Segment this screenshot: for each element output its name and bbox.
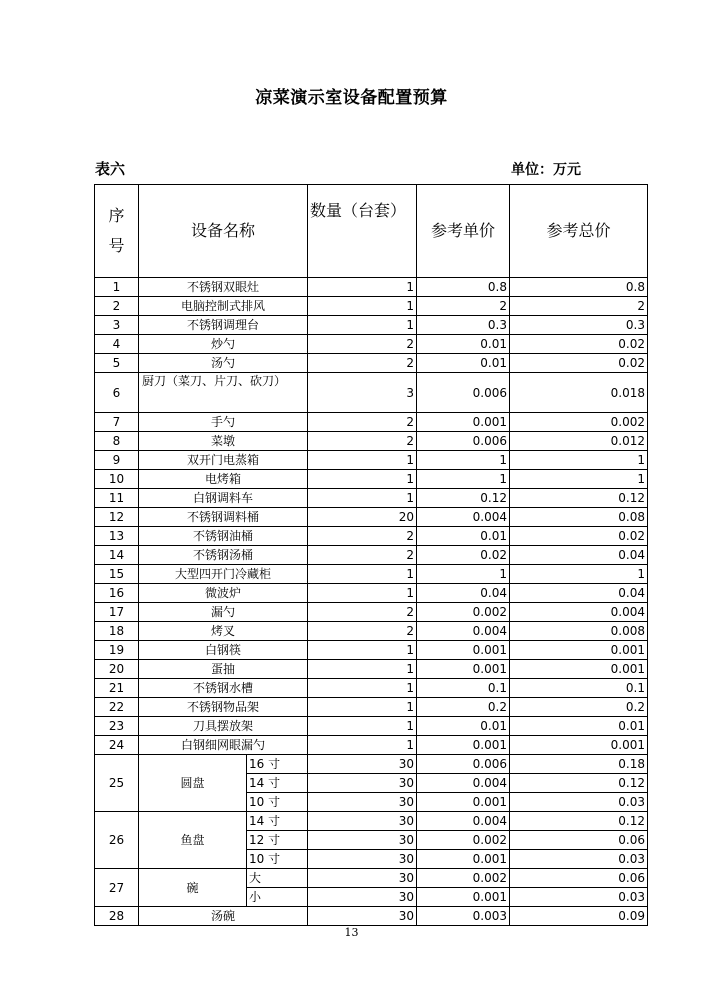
row-number: 11 (95, 489, 139, 508)
item-total-price: 0.001 (510, 736, 648, 755)
item-name: 汤勺 (139, 354, 308, 373)
item-name: 双开门电蒸箱 (139, 451, 308, 470)
page-number: 13 (344, 926, 359, 939)
table-row (95, 736, 648, 755)
item-total-price: 0.02 (510, 354, 648, 373)
table-row (95, 508, 648, 527)
item-unit-price: 0.003 (417, 907, 510, 926)
item-name: 微波炉 (139, 584, 308, 603)
item-size: 10 寸 (247, 793, 308, 812)
item-qty: 1 (308, 278, 417, 297)
item-total-price: 0.001 (510, 641, 648, 660)
item-total-price: 0.12 (510, 774, 648, 793)
item-unit-price: 0.2 (417, 698, 510, 717)
item-unit-price: 0.8 (417, 278, 510, 297)
table-row (95, 278, 648, 297)
row-number: 18 (95, 622, 139, 641)
item-name: 不锈钢物品架 (139, 698, 308, 717)
item-qty: 30 (308, 869, 417, 888)
item-total-price: 0.008 (510, 622, 648, 641)
item-qty: 2 (308, 354, 417, 373)
table-row (95, 679, 648, 698)
row-number: 17 (95, 603, 139, 622)
header-qty: 数量（台套） (308, 185, 417, 278)
item-name: 不锈钢水槽 (139, 679, 308, 698)
item-qty: 1 (308, 584, 417, 603)
row-number: 22 (95, 698, 139, 717)
item-qty: 1 (308, 679, 417, 698)
item-name: 不锈钢油桶 (139, 527, 308, 546)
item-qty: 1 (308, 316, 417, 335)
row-number: 2 (95, 297, 139, 316)
unit-label: 单位：万元 (511, 162, 581, 178)
table-row (95, 717, 648, 736)
row-number: 19 (95, 641, 139, 660)
item-unit-price: 0.001 (417, 413, 510, 432)
item-name: 不锈钢双眼灶 (139, 278, 308, 297)
item-unit-price: 0.004 (417, 774, 510, 793)
row-number: 10 (95, 470, 139, 489)
item-name: 鱼盘 (139, 812, 247, 869)
table-row (95, 603, 648, 622)
item-qty: 1 (308, 565, 417, 584)
header-name: 设备名称 (139, 185, 308, 278)
item-unit-price: 0.004 (417, 812, 510, 831)
row-number: 4 (95, 335, 139, 354)
item-name: 厨刀（菜刀、片刀、砍刀） (139, 373, 308, 413)
item-total-price: 0.012 (510, 432, 648, 451)
item-unit-price: 2 (417, 297, 510, 316)
item-unit-price: 0.01 (417, 717, 510, 736)
item-qty: 2 (308, 335, 417, 354)
item-total-price: 0.002 (510, 413, 648, 432)
item-qty: 2 (308, 413, 417, 432)
table-row (95, 907, 648, 926)
row-number: 3 (95, 316, 139, 335)
row-number: 25 (95, 755, 139, 812)
item-unit-price: 0.001 (417, 736, 510, 755)
table-row (95, 755, 648, 774)
table-row (95, 489, 648, 508)
item-unit-price: 0.006 (417, 373, 510, 413)
item-qty: 30 (308, 850, 417, 869)
row-number: 16 (95, 584, 139, 603)
item-unit-price: 0.002 (417, 831, 510, 850)
table-row (95, 335, 648, 354)
table-row (95, 812, 648, 831)
item-total-price: 0.8 (510, 278, 648, 297)
item-name: 不锈钢汤桶 (139, 546, 308, 565)
item-total-price: 0.09 (510, 907, 648, 926)
item-size: 16 寸 (247, 755, 308, 774)
table-row (95, 316, 648, 335)
item-qty: 30 (308, 755, 417, 774)
item-qty: 30 (308, 907, 417, 926)
item-unit-price: 0.001 (417, 850, 510, 869)
row-number: 14 (95, 546, 139, 565)
item-unit-price: 0.04 (417, 584, 510, 603)
table-row (95, 622, 648, 641)
item-size: 小 (247, 888, 308, 907)
item-qty: 30 (308, 793, 417, 812)
row-number: 28 (95, 907, 139, 926)
item-size: 12 寸 (247, 831, 308, 850)
table-row (95, 373, 648, 413)
header-unit-price: 参考单价 (417, 185, 510, 278)
page-title: 凉菜演示室设备配置预算 (255, 88, 448, 108)
item-unit-price: 0.004 (417, 508, 510, 527)
item-qty: 3 (308, 373, 417, 413)
item-name: 不锈钢调理台 (139, 316, 308, 335)
item-qty: 1 (308, 660, 417, 679)
row-number: 1 (95, 278, 139, 297)
item-total-price: 0.01 (510, 717, 648, 736)
item-unit-price: 1 (417, 470, 510, 489)
item-qty: 30 (308, 888, 417, 907)
table-row (95, 584, 648, 603)
table-row (95, 869, 648, 888)
item-qty: 1 (308, 641, 417, 660)
row-number: 20 (95, 660, 139, 679)
item-name: 电烤箱 (139, 470, 308, 489)
table-row (95, 565, 648, 584)
item-unit-price: 0.12 (417, 489, 510, 508)
row-number: 27 (95, 869, 139, 907)
item-qty: 30 (308, 774, 417, 793)
item-qty: 2 (308, 546, 417, 565)
table-row (95, 660, 648, 679)
row-number: 7 (95, 413, 139, 432)
item-unit-price: 0.001 (417, 793, 510, 812)
item-total-price: 1 (510, 451, 648, 470)
item-qty: 2 (308, 622, 417, 641)
item-unit-price: 0.006 (417, 755, 510, 774)
item-total-price: 0.03 (510, 888, 648, 907)
item-unit-price: 0.002 (417, 869, 510, 888)
item-name: 电脑控制式排风 (139, 297, 308, 316)
item-unit-price: 0.02 (417, 546, 510, 565)
item-total-price: 0.02 (510, 527, 648, 546)
row-number: 5 (95, 354, 139, 373)
item-total-price: 0.018 (510, 373, 648, 413)
item-total-price: 0.02 (510, 335, 648, 354)
item-unit-price: 0.001 (417, 641, 510, 660)
table-row (95, 297, 648, 316)
item-qty: 1 (308, 470, 417, 489)
item-unit-price: 0.002 (417, 603, 510, 622)
row-number: 13 (95, 527, 139, 546)
item-total-price: 0.2 (510, 698, 648, 717)
row-number: 23 (95, 717, 139, 736)
item-total-price: 0.08 (510, 508, 648, 527)
item-total-price: 0.12 (510, 812, 648, 831)
header-no (95, 185, 139, 278)
table-body (95, 278, 648, 926)
item-total-price: 1 (510, 470, 648, 489)
header-row (95, 185, 648, 278)
row-number: 6 (95, 373, 139, 413)
table-row (95, 354, 648, 373)
item-total-price: 0.12 (510, 489, 648, 508)
item-total-price: 0.3 (510, 316, 648, 335)
item-unit-price: 0.01 (417, 527, 510, 546)
row-number: 8 (95, 432, 139, 451)
row-number: 12 (95, 508, 139, 527)
header-no-bottom: 号 (108, 236, 125, 255)
table-row (95, 432, 648, 451)
item-qty: 1 (308, 297, 417, 316)
item-qty: 30 (308, 831, 417, 850)
item-name: 漏勺 (139, 603, 308, 622)
table-row (95, 641, 648, 660)
item-name: 炒勺 (139, 335, 308, 354)
item-name: 手勺 (139, 413, 308, 432)
item-unit-price: 0.1 (417, 679, 510, 698)
item-total-price: 0.18 (510, 755, 648, 774)
item-size: 10 寸 (247, 850, 308, 869)
item-unit-price: 0.01 (417, 335, 510, 354)
table-row (95, 527, 648, 546)
item-qty: 2 (308, 432, 417, 451)
item-size: 大 (247, 869, 308, 888)
item-name: 白钢筷 (139, 641, 308, 660)
item-total-price: 0.06 (510, 869, 648, 888)
item-unit-price: 0.001 (417, 660, 510, 679)
item-qty: 1 (308, 489, 417, 508)
row-number: 26 (95, 812, 139, 869)
item-name: 碗 (139, 869, 247, 907)
item-size: 14 寸 (247, 774, 308, 793)
item-qty: 20 (308, 508, 417, 527)
item-total-price: 0.06 (510, 831, 648, 850)
item-unit-price: 1 (417, 565, 510, 584)
table-row (95, 546, 648, 565)
item-name: 大型四开门冷藏柜 (139, 565, 308, 584)
table-row (95, 413, 648, 432)
item-name: 白钢细网眼漏勺 (139, 736, 308, 755)
item-unit-price: 0.3 (417, 316, 510, 335)
row-number: 21 (95, 679, 139, 698)
item-total-price: 0.004 (510, 603, 648, 622)
item-name: 汤碗 (139, 907, 308, 926)
item-name: 菜墩 (139, 432, 308, 451)
item-name: 刀具摆放架 (139, 717, 308, 736)
item-total-price: 1 (510, 565, 648, 584)
item-unit-price: 0.006 (417, 432, 510, 451)
item-total-price: 0.03 (510, 850, 648, 869)
budget-table (94, 184, 648, 926)
item-total-price: 0.03 (510, 793, 648, 812)
table-name: 表六 (95, 160, 126, 178)
item-qty: 1 (308, 736, 417, 755)
row-number: 24 (95, 736, 139, 755)
table-row (95, 451, 648, 470)
item-name: 烤叉 (139, 622, 308, 641)
item-size: 14 寸 (247, 812, 308, 831)
item-total-price: 0.001 (510, 660, 648, 679)
item-qty: 1 (308, 451, 417, 470)
row-number: 9 (95, 451, 139, 470)
item-total-price: 0.04 (510, 584, 648, 603)
row-number: 15 (95, 565, 139, 584)
item-unit-price: 0.004 (417, 622, 510, 641)
item-total-price: 0.04 (510, 546, 648, 565)
table-row (95, 698, 648, 717)
item-name: 不锈钢调料桶 (139, 508, 308, 527)
item-name: 蛋抽 (139, 660, 308, 679)
item-qty: 1 (308, 717, 417, 736)
item-total-price: 2 (510, 297, 648, 316)
item-qty: 1 (308, 698, 417, 717)
item-total-price: 0.1 (510, 679, 648, 698)
item-unit-price: 0.001 (417, 888, 510, 907)
item-name: 圆盘 (139, 755, 247, 812)
item-unit-price: 0.01 (417, 354, 510, 373)
item-name: 白钢调料车 (139, 489, 308, 508)
header-no-top: 序 (108, 206, 125, 226)
item-qty: 2 (308, 527, 417, 546)
item-qty: 2 (308, 603, 417, 622)
table-row (95, 470, 648, 489)
item-qty: 30 (308, 812, 417, 831)
header-total-price: 参考总价 (510, 185, 648, 278)
item-unit-price: 1 (417, 451, 510, 470)
